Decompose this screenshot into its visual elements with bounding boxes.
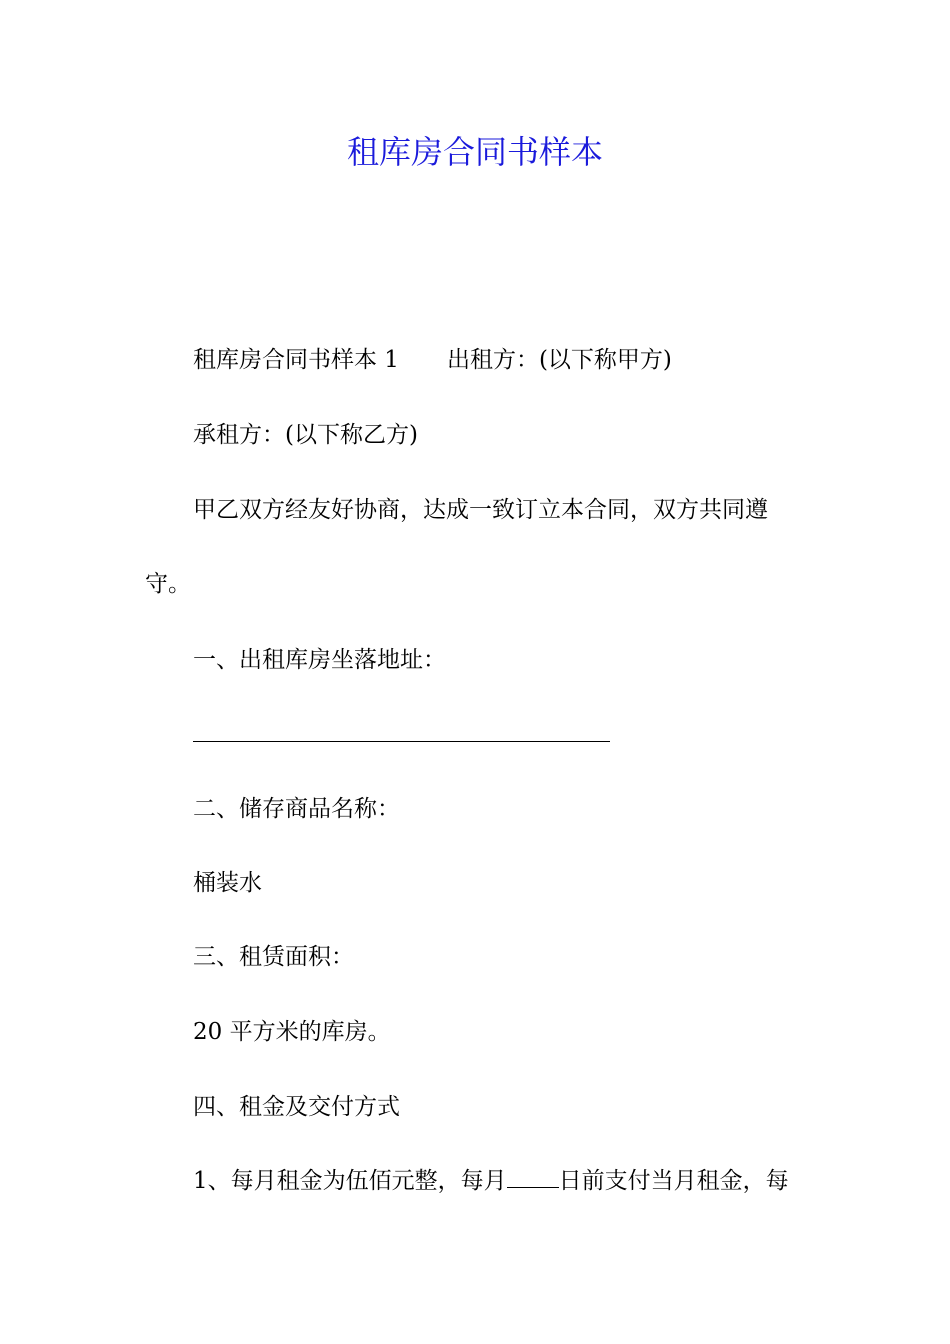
section-2-title: 二、储存商品名称：: [193, 796, 400, 822]
intro-paragraph-line-2: 守。: [145, 571, 191, 597]
lessee-label: 承租方：(以下称乙方): [193, 422, 418, 448]
document-title: 租库房合同书样本: [346, 133, 603, 171]
rent-clause-line: [193, 1165, 789, 1197]
rent-clause-part-1: 1、每月租金为伍佰元整，每月: [193, 1168, 507, 1194]
contract-sample-label: 租库房合同书样本 1: [193, 347, 399, 373]
section-1-title: 一、出租库房坐落地址：: [193, 647, 446, 673]
section-3-title: 三、租赁面积：: [193, 944, 354, 970]
rent-clause-part-2: 日前支付当月租金，每: [558, 1168, 789, 1194]
intro-paragraph-line-1: 甲乙双方经友好协商，达成一致订立本合同，双方共同遵: [193, 497, 768, 523]
section-4-title: 四、租金及交付方式: [193, 1094, 400, 1120]
contract-heading-line: [193, 344, 672, 376]
section-2-value: 桶装水: [193, 870, 262, 896]
payment-day-blank: [507, 1165, 559, 1188]
address-blank-line: [193, 741, 610, 742]
lessor-label: 出租方：(以下称甲方): [446, 347, 672, 373]
section-3-value: 20 平方米的库房。: [193, 1019, 391, 1045]
